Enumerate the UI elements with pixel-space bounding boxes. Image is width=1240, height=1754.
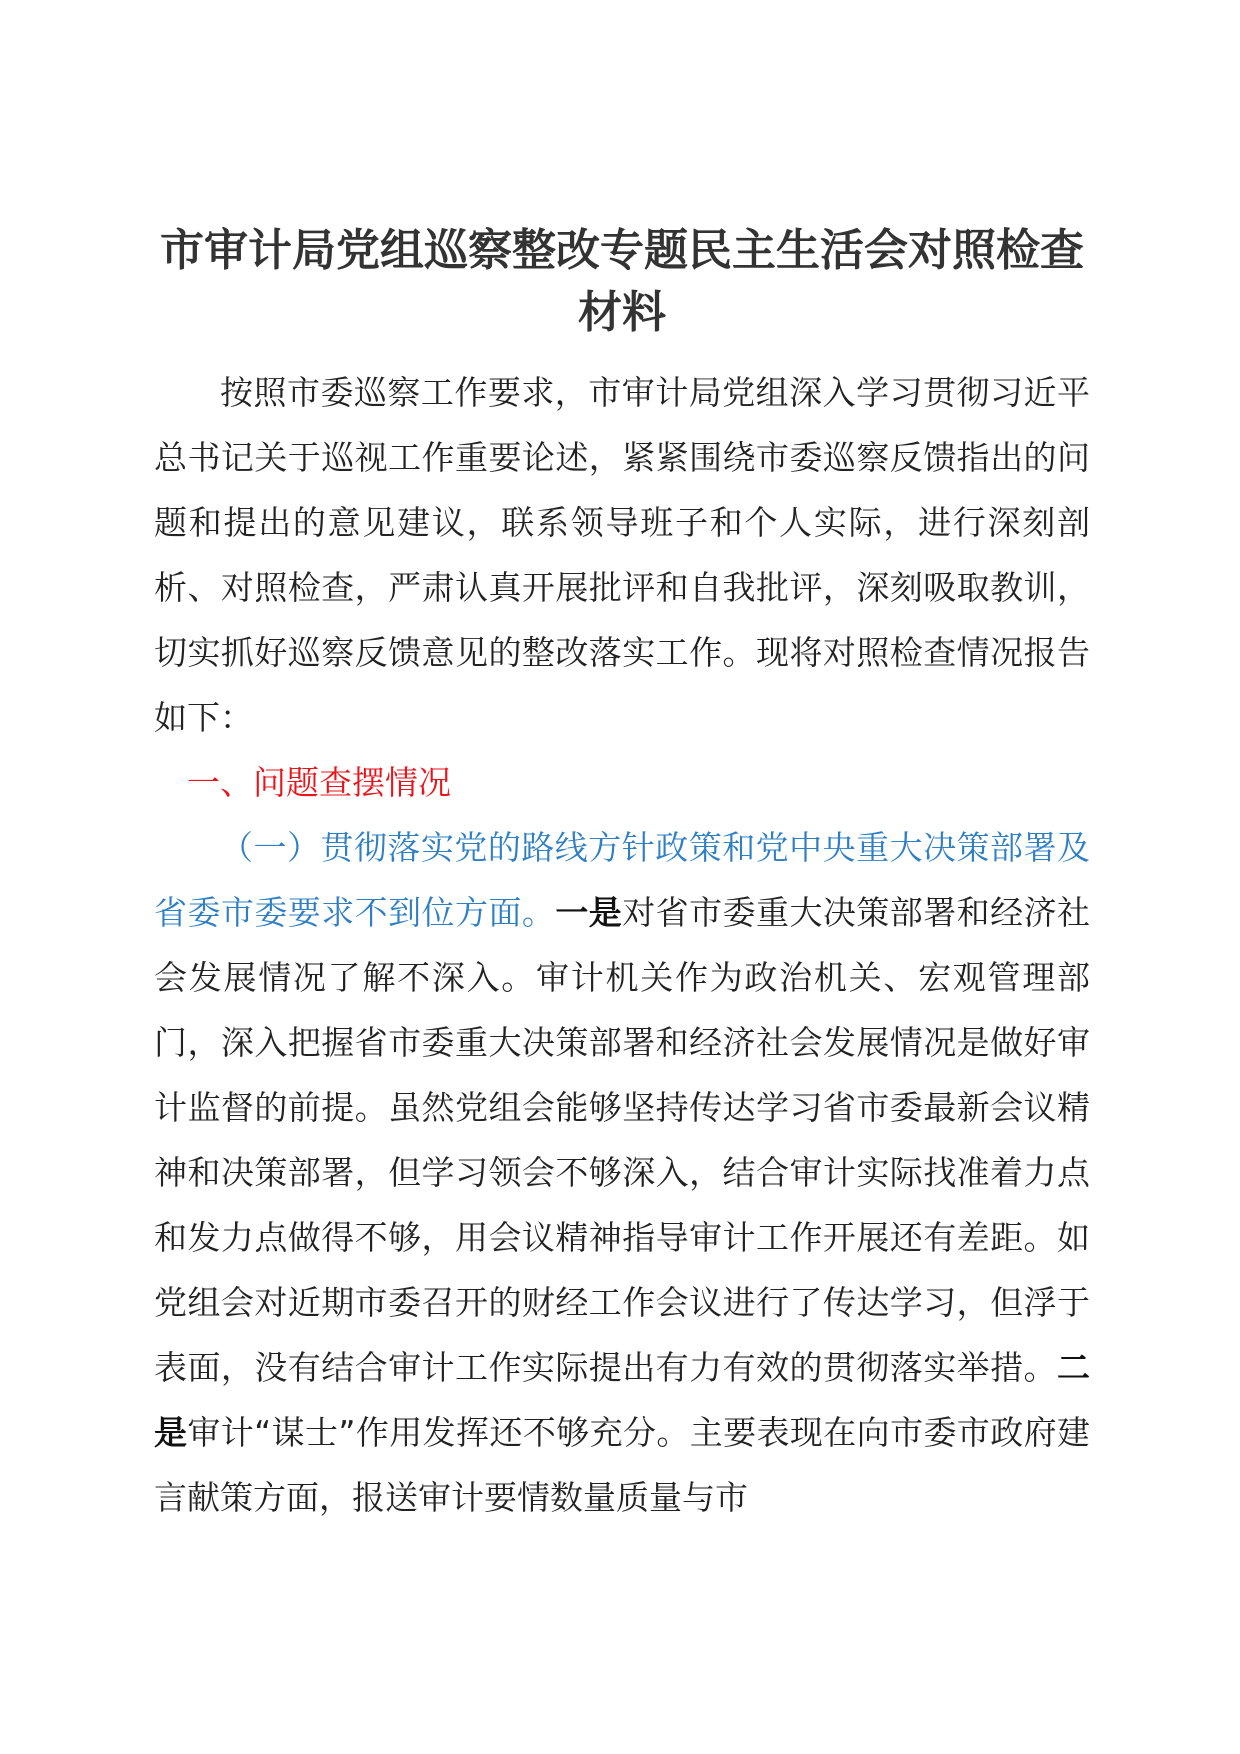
document-page bbox=[154, 220, 1090, 1530]
document-title: 市审计局党组巡察整改专题民主生活会对照检查材料 bbox=[160, 225, 1084, 338]
subsection-paragraph-1 bbox=[154, 815, 1090, 1530]
intro-paragraph: 按照市委巡察工作要求，市审计局党组深入学习贯彻习近平总书记关于巡视工作重要论述，紧紧围绕市委巡察反馈指出的问题和提出的意见建议，联系领导班子和个人实际，进行深刻剖析、对照检查，严肃认真开展批评和自我批评，深刻吸取教训，切实抓好巡察反馈意见的整改落实工作。现将对照检查情况报告如下： bbox=[154, 373, 1090, 737]
point-1-lead: 一是 bbox=[555, 893, 623, 932]
point-2-text: 审计“谋士”作用发挥还不够充分。主要表现在向市委市政府建言献策方面，报送审计要情数量质量与市 bbox=[154, 1413, 1090, 1517]
section-heading-1: 一、问题查摆情况 bbox=[187, 763, 451, 802]
subsection-heading: （一）贯彻落实党的路线方针政策和党中央重大决策部署及省委市委要求不到位方面。 bbox=[154, 828, 1090, 932]
point-1-text: 对省市委重大决策部署和经济社会发展情况了解不深入。审计机关作为政治机关、宏观管理部门，深入把握省市委重大决策部署和经济社会发展情况是做好审计监督的前提。虽然党组会能够坚持传达学习省市委最新会议精神和决策部署，但学习领会不够深入，结合审计实际找准着力点和发力点做得不够，用会议精神指导审计工作开展还有差距。如党组会对近期市委召开的财经工作会议进行了传达学习，但浮于表面，没有结合审计工作实际提出有力有效的贯彻落实举措。 bbox=[154, 893, 1091, 1387]
document-body bbox=[154, 360, 1090, 1530]
point-2-lead: 二是 bbox=[154, 1348, 1090, 1452]
